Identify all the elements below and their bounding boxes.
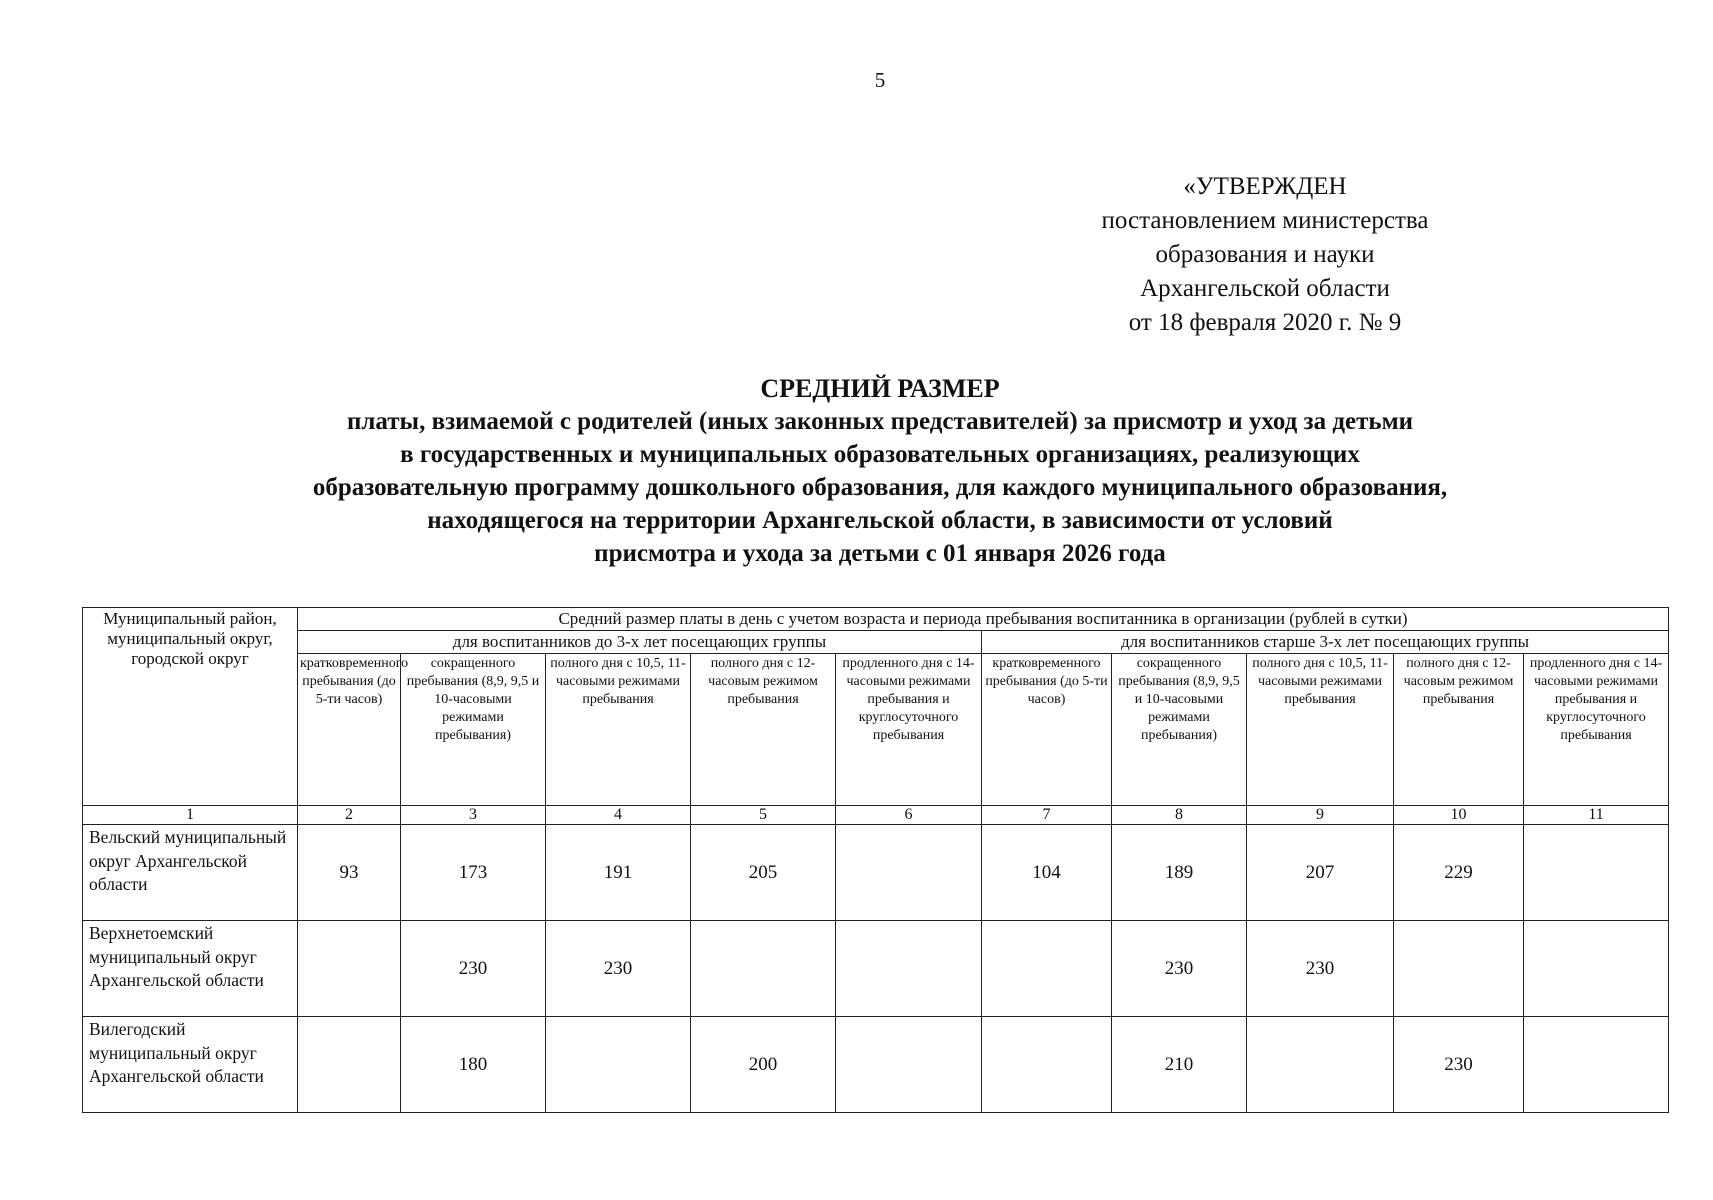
column-number: 5 [691,806,836,825]
fee-cell: 230 [1394,1017,1524,1113]
fee-cell: 230 [1247,921,1394,1017]
title-line: в государственных и муниципальных образовательных организациях, реализующих [400,441,1360,468]
fee-cell [1247,1017,1394,1113]
fee-cell [546,1017,691,1113]
subheader-cell: кратковременного пребывания (до 5-ти часов) [982,654,1112,806]
document-title [150,372,1610,570]
fee-cell [298,1017,401,1113]
column-number: 1 [83,806,298,825]
fee-cell [1524,1017,1669,1113]
fee-table [82,607,1669,1113]
subheader-cell: полного дня с 10,5, 11-часовыми режимами пребывания [1247,654,1394,806]
title-line: присмотра и ухода за детьми с 01 января 2026 года [594,540,1166,567]
fee-cell: 200 [691,1017,836,1113]
header-group-over3: для воспитанников старше 3-х лет посещающих группы [982,631,1669,654]
municipality-name: Верхнетоемский муниципальный округ Архангельской области [83,921,298,1017]
title-line: образовательную программу дошкольного образования, для каждого муниципального образования, [312,474,1448,501]
approval-line: «УТВЕРЖДЕН [1183,173,1347,200]
table-row [83,825,1669,921]
column-number: 7 [982,806,1112,825]
fee-cell [982,921,1112,1017]
column-number: 11 [1524,806,1669,825]
municipality-name: Вилегодский муниципальный округ Архангельской области [83,1017,298,1113]
approval-line: образования и науки [1155,241,1375,268]
table-row [83,921,1669,1017]
fee-cell: 207 [1247,825,1394,921]
subheader-cell: кратковременного пребывания (до 5-ти часов) [298,654,401,806]
approval-line: от 18 февраля 2020 г. № 9 [1128,309,1402,336]
column-number: 6 [836,806,982,825]
fee-cell: 189 [1112,825,1247,921]
fee-cell: 180 [401,1017,546,1113]
page-number: 5 [874,68,886,92]
approval-stamp-block [1065,170,1465,340]
column-number: 10 [1394,806,1524,825]
fee-cell [836,921,982,1017]
fee-cell: 205 [691,825,836,921]
fee-cell [1524,921,1669,1017]
fee-cell [691,921,836,1017]
fee-cell: 230 [401,921,546,1017]
fee-cell [836,1017,982,1113]
fee-cell: 104 [982,825,1112,921]
column-number: 8 [1112,806,1247,825]
subheader-cell: полного дня с 10,5, 11-часовыми режимами пребывания [546,654,691,806]
title-line: платы, взимаемой с родителей (иных законных представителей) за присмотр и уход за детьми [346,408,1414,435]
header-municipality: Муниципальный район, муниципальный округ, городской округ [83,608,298,806]
subheader-cell: сокращенного пребывания (8,9, 9,5 и 10-часовыми режимами пребывания) [1112,654,1247,806]
fee-cell [836,825,982,921]
column-number: 9 [1247,806,1394,825]
table-row [83,1017,1669,1113]
approval-line: постановлением министерства [1101,207,1429,234]
fee-cell [298,921,401,1017]
column-number: 3 [401,806,546,825]
subheader-cell: полного дня с 12-часовым режимом пребывания [691,654,836,806]
title-main: СРЕДНИЙ РАЗМЕР [760,374,1000,403]
approval-line: Архангельской области [1140,275,1390,302]
subheader-cell: продленного дня с 14-часовыми режимами пребывания и круглосуточного пребывания [1524,654,1669,806]
fee-cell: 173 [401,825,546,921]
fee-cell: 229 [1394,825,1524,921]
column-number-row [83,806,1669,825]
subheader-cell: сокращенного пребывания (8,9, 9,5 и 10-часовыми режимами пребывания) [401,654,546,806]
subheader-cell: продленного дня с 14-часовыми режимами пребывания и круглосуточного пребывания [836,654,982,806]
subheader-cell: полного дня с 12-часовым режимом пребывания [1394,654,1524,806]
header-average-fee: Средний размер платы в день с учетом возраста и периода пребывания воспитанника в организации (рублей в сутки) [298,608,1669,631]
fee-cell [1394,921,1524,1017]
fee-cell: 230 [546,921,691,1017]
column-number: 4 [546,806,691,825]
fee-cell: 210 [1112,1017,1247,1113]
fee-cell [1524,825,1669,921]
fee-cell: 93 [298,825,401,921]
column-number: 2 [298,806,401,825]
fee-cell: 230 [1112,921,1247,1017]
municipality-name: Вельский муниципальный округ Архангельской области [83,825,298,921]
fee-cell [982,1017,1112,1113]
fee-cell: 191 [546,825,691,921]
title-line: находящегося на территории Архангельской области, в зависимости от условий [427,507,1333,534]
header-group-under3: для воспитанников до 3-х лет посещающих группы [298,631,982,654]
